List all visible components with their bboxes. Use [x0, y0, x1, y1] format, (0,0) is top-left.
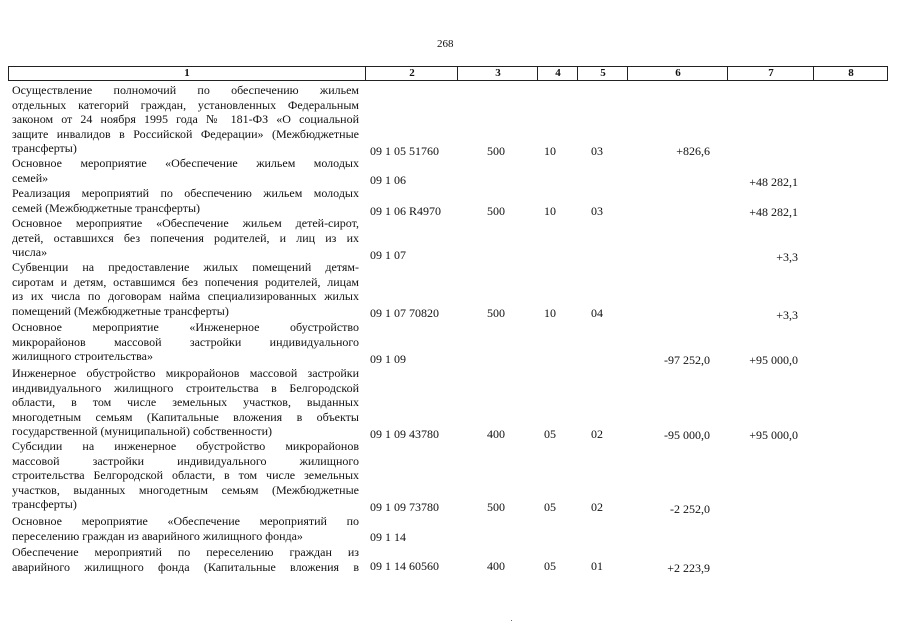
- desc-line: трансферты): [12, 497, 77, 512]
- code-cell: 09 1 14: [370, 530, 406, 544]
- header-col-5: 5: [577, 67, 628, 80]
- vr-cell: 500: [487, 144, 505, 158]
- code-cell: 09 1 06: [370, 173, 406, 187]
- code-cell: 09 1 09 43780: [370, 427, 439, 441]
- pr-cell: 02: [591, 427, 603, 441]
- desc-line: участков, выданных многодетным семьям (Межбюджетные: [12, 482, 359, 497]
- col6-cell: +2 223,9: [667, 561, 710, 575]
- vr-cell: 400: [487, 427, 505, 441]
- desc-line: строительства Белгородской области, в том числе земельных: [12, 468, 359, 483]
- col6-cell: -2 252,0: [670, 502, 710, 516]
- code-cell: 09 1 07 70820: [370, 306, 439, 320]
- desc-line: массовой застройки индивидуального жилищного: [12, 453, 359, 468]
- desc-line: из их числа по договорам найма специализированных жилых: [12, 289, 359, 304]
- pr-cell: 01: [591, 559, 603, 573]
- desc-line: семей»: [12, 170, 49, 185]
- desc-line: Инженерное обустройство микрорайонов массовой застройки: [12, 366, 359, 380]
- desc-line: многодетным семьям (Капитальные вложения в объекты: [12, 409, 359, 424]
- desc-line: переселению граждан из аварийного жилищного фонда»: [12, 528, 303, 543]
- col7-cell: +3,3: [776, 250, 798, 264]
- header-col-3: 3: [457, 67, 538, 80]
- vr-cell: 500: [487, 306, 505, 320]
- desc-line: числа»: [12, 245, 48, 260]
- header-col-4: 4: [537, 67, 578, 80]
- desc-line: аварийного жилищного фонда (Капитальные вложения в: [12, 559, 359, 574]
- row-description: [12, 439, 359, 512]
- scan-speck: [511, 620, 512, 621]
- desc-line: Осуществление полномочий по обеспечению жильем: [12, 83, 359, 97]
- pr-cell: 02: [591, 500, 603, 514]
- code-cell: 09 1 07: [370, 248, 406, 262]
- vr-cell: 500: [487, 500, 505, 514]
- row-description: [12, 366, 359, 439]
- page-number: 268: [437, 38, 454, 50]
- desc-line: трансферты): [12, 141, 77, 156]
- desc-line: Основное мероприятие «Инженерное обустройство: [12, 320, 359, 334]
- pr-cell: 04: [591, 306, 603, 320]
- vr-cell: 500: [487, 204, 505, 218]
- row-description: [12, 216, 359, 260]
- desc-line: Обеспечение мероприятий по переселению граждан из: [12, 545, 359, 559]
- header-col-6: 6: [627, 67, 728, 80]
- rz-cell: 10: [544, 306, 556, 320]
- desc-line: Реализация мероприятий по обеспечению жильем молодых: [12, 186, 359, 200]
- header-col-1: 1: [184, 67, 190, 79]
- desc-line: области, в том числе земельных участков, выданных: [12, 395, 359, 410]
- desc-line: защите инвалидов в Российской Федерации» (Межбюджетные: [12, 126, 359, 141]
- col6-cell: -95 000,0: [664, 428, 710, 442]
- desc-line: микрорайонов массовой застройки индивидуального: [12, 334, 359, 349]
- rz-cell: 05: [544, 500, 556, 514]
- code-cell: 09 1 06 R4970: [370, 204, 442, 218]
- vr-cell: 400: [487, 559, 505, 573]
- desc-line: жилищного строительства»: [12, 349, 153, 364]
- desc-line: Основное мероприятие «Обеспечение жильем молодых: [12, 156, 359, 170]
- row-description: [12, 186, 359, 215]
- desc-line: отдельных категорий граждан, установленных Федеральным: [12, 97, 359, 112]
- col7-cell: +95 000,0: [749, 428, 798, 442]
- rz-cell: 10: [544, 204, 556, 218]
- desc-line: законом от 24 ноября 1995 года № 181-ФЗ «О социальной: [12, 112, 359, 127]
- header-col-7: 7: [727, 67, 814, 80]
- col7-cell: +48 282,1: [749, 205, 798, 219]
- table-header: [8, 66, 888, 81]
- rz-cell: 05: [544, 559, 556, 573]
- desc-line: помещений (Межбюджетные трансферты): [12, 303, 229, 318]
- rz-cell: 05: [544, 427, 556, 441]
- code-cell: 09 1 14 60560: [370, 559, 439, 573]
- desc-line: государственной (муниципальной) собственности): [12, 424, 273, 439]
- row-description: [12, 545, 359, 574]
- col7-cell: +48 282,1: [749, 175, 798, 189]
- rz-cell: 10: [544, 144, 556, 158]
- code-cell: 09 1 09: [370, 352, 406, 366]
- row-description: [12, 320, 359, 364]
- row-description: [12, 514, 359, 543]
- code-cell: 09 1 05 51760: [370, 144, 439, 158]
- pr-cell: 03: [591, 204, 603, 218]
- row-description: [12, 260, 359, 318]
- desc-line: Субвенции на предоставление жилых помещений детям-: [12, 260, 359, 274]
- desc-line: детей, оставшихся без попечения родителей, и лиц из их: [12, 230, 359, 245]
- col6-cell: +826,6: [676, 144, 710, 158]
- desc-line: индивидуального жилищного строительства в Белгородской: [12, 380, 359, 395]
- desc-line: Основное мероприятие «Обеспечение жильем детей-сирот,: [12, 216, 359, 230]
- pr-cell: 03: [591, 144, 603, 158]
- col7-cell: +3,3: [776, 308, 798, 322]
- col7-cell: +95 000,0: [749, 353, 798, 367]
- header-col-8: 8: [813, 67, 888, 80]
- desc-line: Субсидии на инженерное обустройство микрорайонов: [12, 439, 359, 453]
- col6-cell: -97 252,0: [664, 353, 710, 367]
- desc-line: сиротам и детям, оставшимся без попечения родителей, лицам: [12, 274, 359, 289]
- row-description: [12, 83, 359, 156]
- desc-line: Основное мероприятие «Обеспечение мероприятий по: [12, 514, 359, 528]
- desc-line: семей (Межбюджетные трансферты): [12, 200, 201, 215]
- row-description: [12, 156, 359, 185]
- header-col-2: 2: [365, 67, 458, 80]
- code-cell: 09 1 09 73780: [370, 500, 439, 514]
